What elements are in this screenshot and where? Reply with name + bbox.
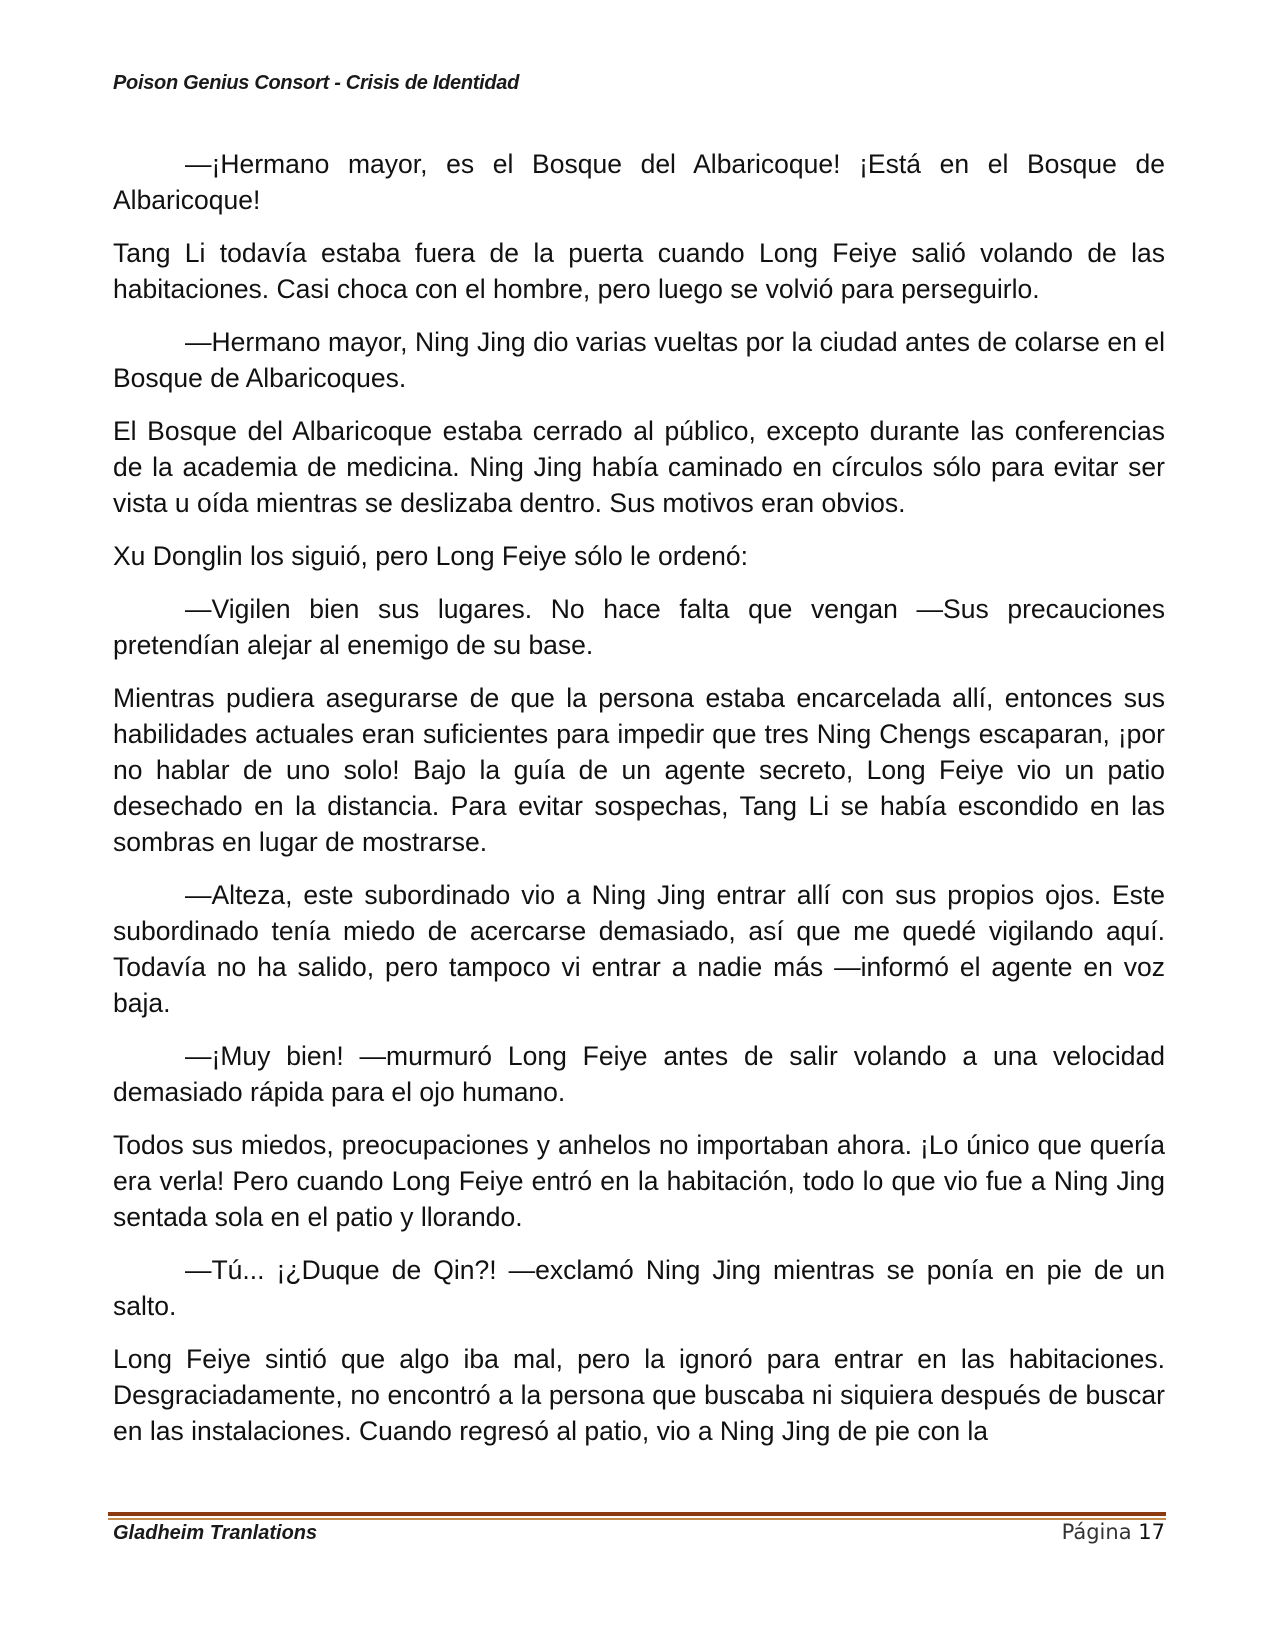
paragraph-10: Todos sus miedos, preocupaciones y anhelos no importaban ahora. ¡Lo único que quería era verla! Pero cuando Long Feiye entró en la habitación, todo lo que vio fue a Ning Jing sentada sola en el patio y llorando. (113, 1130, 1165, 1232)
page-number (1062, 1520, 1165, 1544)
paragraph-6: —Vigilen bien sus lugares. No hace falta que vengan —Sus precauciones pretendían alejar al enemigo de su base. (113, 594, 1165, 660)
paragraph-2: Tang Li todavía estaba fuera de la puerta cuando Long Feiye salió volando de las habitaciones. Casi choca con el hombre, pero luego se volvió para perseguirlo. (113, 238, 1165, 304)
paragraph-12: Long Feiye sintió que algo iba mal, pero la ignoró para entrar en las habitaciones. Desgraciadamente, no encontró a la persona que buscaba ni siquiera después de buscar en las instalaciones. Cuando regresó al patio, vio a Ning Jing de pie con la (113, 1344, 1165, 1446)
page-number-value: 17 (1138, 1520, 1165, 1544)
body-text (113, 146, 1165, 1466)
paragraph-7: Mientras pudiera asegurarse de que la persona estaba encarcelada allí, entonces sus habilidades actuales eran suficientes para impedir que tres Ning Chengs escaparan, ¡por no hablar de uno solo! Bajo la guía de un agente secreto, Long Feiye vio un patio desechado en la distancia. Para evitar sospechas, Tang Li se había escondido en las sombras en lugar de mostrarse. (113, 683, 1165, 857)
footer-publisher: Gladheim Tranlations (113, 1522, 318, 1544)
paragraph-4: El Bosque del Albaricoque estaba cerrado al público, excepto durante las conferencias de la academia de medicina. Ning Jing había caminado en círculos sólo para evitar ser vista u oída mientras se deslizaba dentro. Sus motivos eran obvios. (113, 416, 1165, 518)
paragraph-11: —Tú... ¡¿Duque de Qin?! —exclamó Ning Jing mientras se ponía en pie de un salto. (113, 1255, 1165, 1321)
running-header: Poison Genius Consort - Crisis de Identidad (113, 72, 520, 94)
footer-divider (108, 1512, 1166, 1520)
paragraph-1: —¡Hermano mayor, es el Bosque del Albaricoque! ¡Está en el Bosque de Albaricoque! (113, 149, 1165, 215)
paragraph-5: Xu Donglin los siguió, pero Long Feiye sólo le ordenó: (113, 541, 748, 571)
page-label: Página (1061, 1520, 1132, 1544)
paragraph-3: —Hermano mayor, Ning Jing dio varias vueltas por la ciudad antes de colarse en el Bosque de Albaricoques. (113, 327, 1165, 393)
paragraph-8: —Alteza, este subordinado vio a Ning Jing entrar allí con sus propios ojos. Este subordinado tenía miedo de acercarse demasiado, así que me quedé vigilando aquí. Todavía no ha salido, pero tampoco vi entrar a nadie más —informó el agente en voz baja. (113, 880, 1165, 1018)
paragraph-9: —¡Muy bien! —murmuró Long Feiye antes de salir volando a una velocidad demasiado rápida para el ojo humano. (113, 1041, 1165, 1107)
